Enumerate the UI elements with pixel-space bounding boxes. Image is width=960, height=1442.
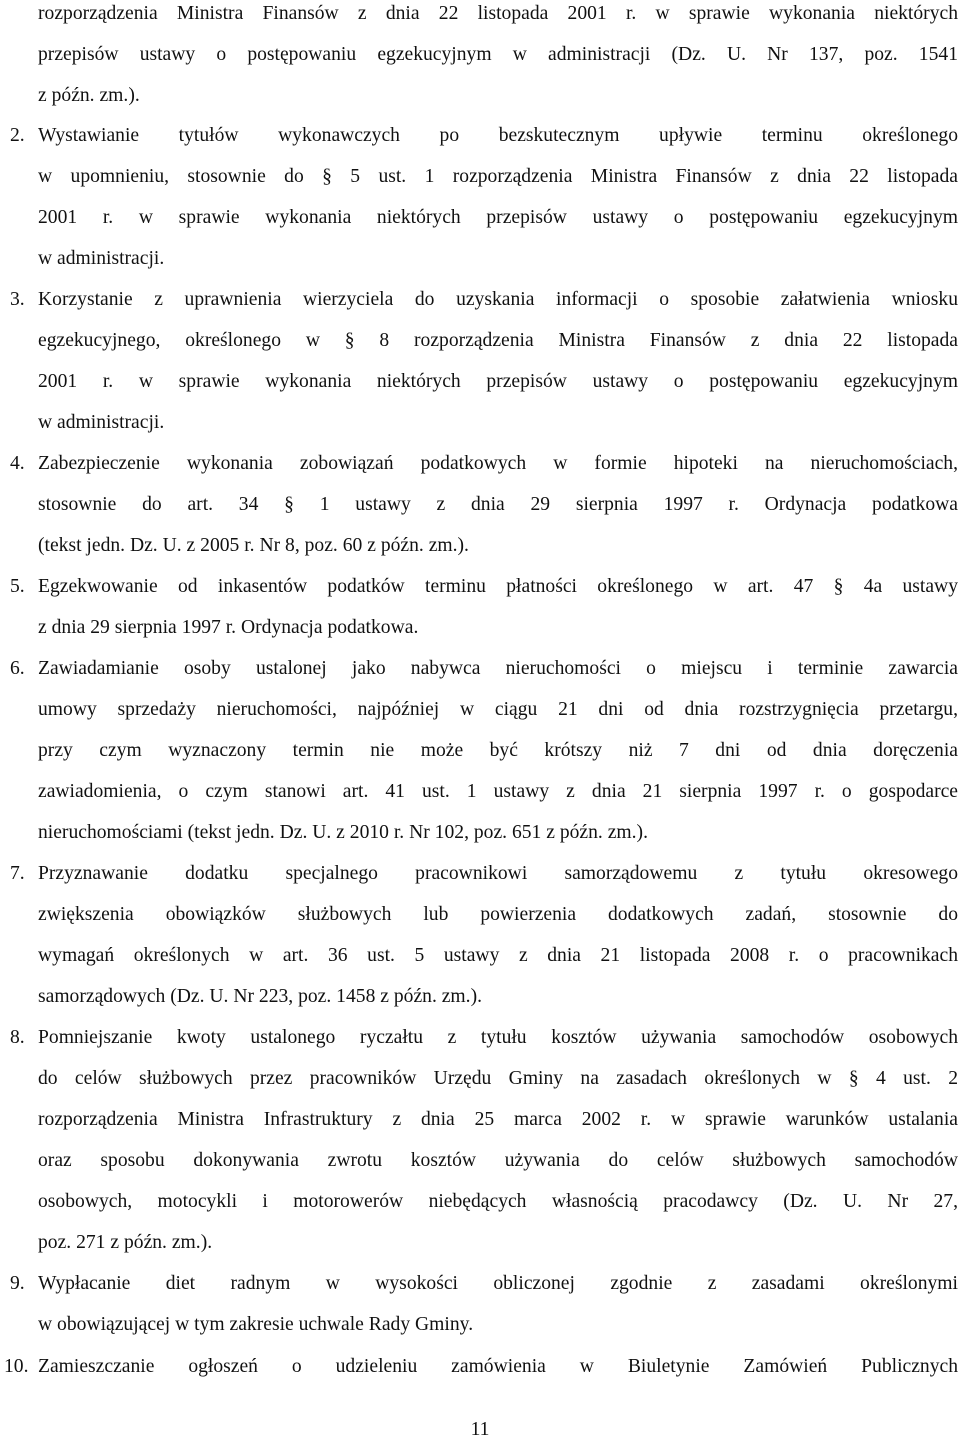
list-item-number: 6.: [10, 658, 25, 679]
text-line: Pomniejszanie kwoty ustalonego ryczałtu z tytułu kosztów używania samochodów osobowych: [38, 1027, 958, 1048]
text-line: poz. 271 z późn. zm.).: [38, 1232, 213, 1253]
list-item-number: 9.: [10, 1273, 25, 1294]
list-item-number: 2.: [10, 125, 25, 146]
text-line: Zawiadamianie osoby ustalonej jako nabywca nieruchomości o miejscu i terminie zawarcia: [38, 658, 958, 679]
text-line: Zamieszczanie ogłoszeń o udzieleniu zamówienia w Biuletynie Zamówień Publicznych: [38, 1356, 958, 1377]
text-line: Zabezpieczenie wykonania zobowiązań podatkowych w formie hipoteki na nieruchomościach,: [38, 453, 958, 474]
text-line: rozporządzenia Ministra Infrastruktury z dnia 25 marca 2002 r. w sprawie warunków ustalania: [38, 1109, 958, 1130]
text-line: w administracji.: [38, 412, 165, 433]
text-line: przepisów ustawy o postępowaniu egzekucyjnym w administracji (Dz. U. Nr 137, poz. 1541: [38, 44, 958, 65]
text-line: Korzystanie z uprawnienia wierzyciela do uzyskania informacji o sposobie załatwienia wniosku: [38, 289, 958, 310]
text-line: do celów służbowych przez pracowników Urzędu Gminy na zasadach określonych w § 4 ust. 2: [38, 1068, 958, 1089]
text-line: nieruchomościami (tekst jedn. Dz. U. z 2010 r. Nr 102, poz. 651 z późn. zm.).: [38, 822, 648, 843]
text-line: Przyznawanie dodatku specjalnego pracownikowi samorządowemu z tytułu okresowego: [38, 863, 958, 884]
text-line: stosownie do art. 34 § 1 ustawy z dnia 29 sierpnia 1997 r. Ordynacja podatkowa: [38, 494, 958, 515]
text-line: samorządowych (Dz. U. Nr 223, poz. 1458 z późn. zm.).: [38, 986, 482, 1007]
text-line: wymagań określonych w art. 36 ust. 5 ustawy z dnia 21 listopada 2008 r. o pracownikach: [38, 945, 958, 966]
list-item-number: 5.: [10, 576, 25, 597]
text-line: umowy sprzedaży nieruchomości, najpóźniej w ciągu 21 dni od dnia rozstrzygnięcia przetargu,: [38, 699, 958, 720]
text-line: 2001 r. w sprawie wykonania niektórych przepisów ustawy o postępowaniu egzekucyjnym: [38, 371, 958, 392]
text-line: przy czym wyznaczony termin nie może być krótszy niż 7 dni od dnia doręczenia: [38, 740, 958, 761]
page-number: 11: [470, 1419, 490, 1440]
text-line: z dnia 29 sierpnia 1997 r. Ordynacja podatkowa.: [38, 617, 419, 638]
text-line: zawiadomienia, o czym stanowi art. 41 ust. 1 ustawy z dnia 21 sierpnia 1997 r. o gospodarce: [38, 781, 958, 802]
list-item-number: 4.: [10, 453, 25, 474]
list-item-number: 10.: [4, 1356, 29, 1377]
text-line: zwiększenia obowiązków służbowych lub powierzenia dodatkowych zadań, stosownie do: [38, 904, 958, 925]
text-line: (tekst jedn. Dz. U. z 2005 r. Nr 8, poz. 60 z późn. zm.).: [38, 535, 469, 556]
text-line: egzekucyjnego, określonego w § 8 rozporządzenia Ministra Finansów z dnia 22 listopada: [38, 330, 958, 351]
text-line: w obowiązującej w tym zakresie uchwale Rady Gminy.: [38, 1314, 474, 1335]
text-line: Wystawianie tytułów wykonawczych po bezskutecznym upływie terminu określonego: [38, 125, 958, 146]
text-line: oraz sposobu dokonywania zwrotu kosztów używania do celów służbowych samochodów: [38, 1150, 958, 1171]
text-line: w upomnieniu, stosownie do § 5 ust. 1 rozporządzenia Ministra Finansów z dnia 22 listopada: [38, 166, 958, 187]
text-line: w administracji.: [38, 248, 165, 269]
text-line: Egzekwowanie od inkasentów podatków terminu płatności określonego w art. 47 § 4a ustawy: [38, 576, 958, 597]
text-line: Wypłacanie diet radnym w wysokości obliczonej zgodnie z zasadami określonymi: [38, 1273, 958, 1294]
text-line: rozporządzenia Ministra Finansów z dnia 22 listopada 2001 r. w sprawie wykonania niektórych: [38, 3, 958, 24]
text-line: z późn. zm.).: [38, 85, 140, 106]
list-item-number: 8.: [10, 1027, 25, 1048]
text-line: 2001 r. w sprawie wykonania niektórych przepisów ustawy o postępowaniu egzekucyjnym: [38, 207, 958, 228]
text-line: osobowych, motocykli i motorowerów niebędących własnością pracodawcy (Dz. U. Nr 27,: [38, 1191, 958, 1212]
list-item-number: 3.: [10, 289, 25, 310]
list-item-number: 7.: [10, 863, 25, 884]
